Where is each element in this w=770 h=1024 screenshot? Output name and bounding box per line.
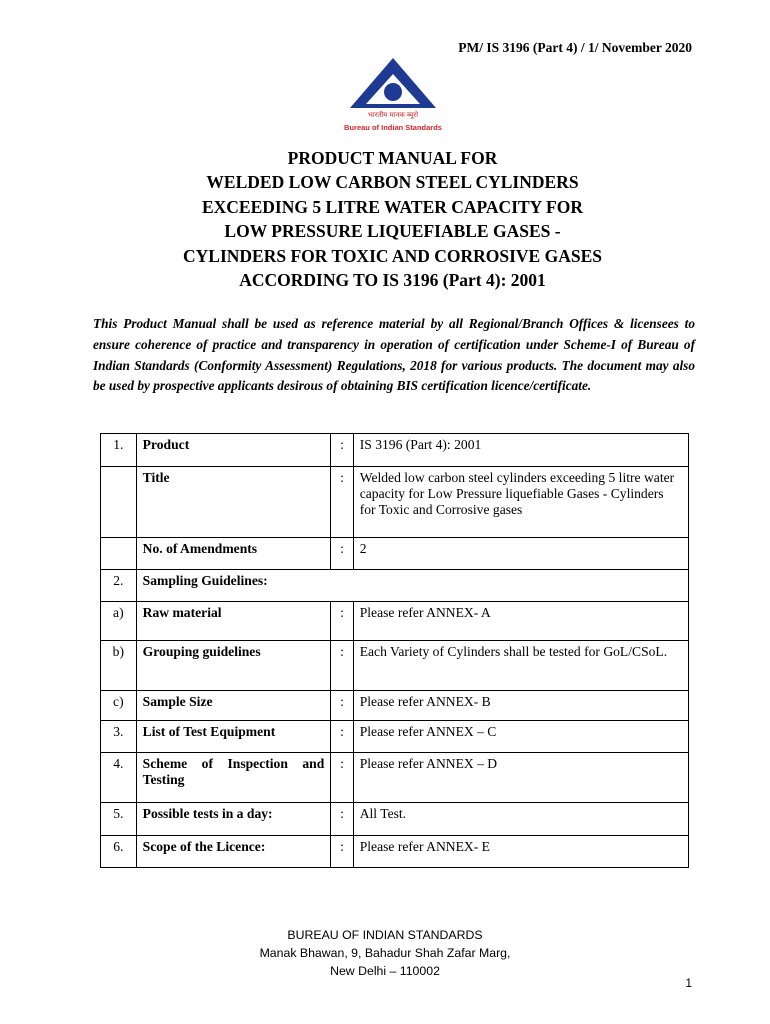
footer-city: New Delhi – 110002 — [330, 964, 440, 978]
row-label: Scope of the Licence: — [136, 836, 331, 868]
table-row — [101, 467, 689, 538]
row-number — [101, 467, 137, 538]
row-number: 5. — [101, 803, 137, 836]
row-label: Title — [136, 467, 331, 538]
row-number: a) — [101, 602, 137, 641]
row-value: 2 — [353, 538, 688, 570]
row-label: List of Test Equipment — [136, 721, 331, 753]
row-colon: : — [331, 641, 353, 691]
footer-org-name: BUREAU OF INDIAN STANDARDS — [287, 928, 483, 942]
row-value: Please refer ANNEX- A — [353, 602, 688, 641]
footer-address: Manak Bhawan, 9, Bahadur Shah Zafar Marg, — [259, 946, 511, 960]
row-label: Grouping guidelines — [136, 641, 331, 691]
row-value: All Test. — [353, 803, 688, 836]
row-number: 6. — [101, 836, 137, 868]
row-label: Possible tests in a day: — [136, 803, 331, 836]
row-value: IS 3196 (Part 4): 2001 — [353, 434, 688, 467]
row-value: Please refer ANNEX – C — [353, 721, 688, 753]
row-colon: : — [331, 691, 353, 721]
row-label: Product — [136, 434, 331, 467]
table-row — [101, 570, 689, 602]
row-value: Please refer ANNEX- B — [353, 691, 688, 721]
row-colon: : — [331, 753, 353, 803]
row-label: No. of Amendments — [136, 538, 331, 570]
row-number: c) — [101, 691, 137, 721]
row-colon: : — [331, 434, 353, 467]
details-table — [100, 433, 689, 868]
row-value: Please refer ANNEX- E — [353, 836, 688, 868]
row-value: Please refer ANNEX – D — [353, 753, 688, 803]
table-row — [101, 691, 689, 721]
title-line: LOW PRESSURE LIQUEFIABLE GASES - — [224, 221, 561, 242]
row-number: 4. — [101, 753, 137, 803]
bis-logo — [344, 56, 442, 134]
title-line: PRODUCT MANUAL FOR — [287, 148, 498, 168]
row-number: 3. — [101, 721, 137, 753]
table-row — [101, 602, 689, 641]
row-number — [101, 538, 137, 570]
row-number: 2. — [101, 570, 137, 602]
row-label: Sampling Guidelines: — [136, 570, 688, 602]
table-row — [101, 803, 689, 836]
table-row — [101, 836, 689, 868]
row-colon: : — [331, 467, 353, 538]
row-colon: : — [331, 721, 353, 753]
table-row — [101, 721, 689, 753]
row-number: b) — [101, 641, 137, 691]
row-label: Sample Size — [136, 691, 331, 721]
manual-title — [60, 146, 725, 292]
table-row — [101, 538, 689, 570]
row-colon: : — [331, 803, 353, 836]
intro-paragraph: This Product Manual shall be used as reference material by all Regional/Branch Offices & licensees to ensure coherence of practice and transparency in operation of certification under Scheme-I of Bureau of Indian Standards (Conformity Assessment) Regulations, 2018 for various products. The document may also be used by prospective applicants desirous of obtaining BIS certification licence/certificate. — [93, 316, 695, 394]
table-row — [101, 753, 689, 803]
title-line: ACCORDING TO IS 3196 (Part 4): 2001 — [239, 270, 546, 291]
table-row — [101, 641, 689, 691]
title-line: WELDED LOW CARBON STEEL CYLINDERS — [206, 172, 579, 193]
row-label: Scheme of Inspection and Testing — [136, 753, 331, 803]
logo-circle — [384, 83, 402, 101]
table-row — [101, 434, 689, 467]
row-label: Raw material — [136, 602, 331, 641]
title-line: CYLINDERS FOR TOXIC AND CORROSIVE GASES — [183, 245, 602, 266]
row-number: 1. — [101, 434, 137, 467]
row-colon: : — [331, 602, 353, 641]
row-value: Each Variety of Cylinders shall be tested for GoL/CSoL. — [353, 641, 688, 691]
row-colon: : — [331, 538, 353, 570]
logo-hindi-text: भारतीय मानक ब्यूरो — [367, 111, 419, 119]
title-line: EXCEEDING 5 LITRE WATER CAPACITY FOR — [201, 196, 583, 217]
row-colon: : — [331, 836, 353, 868]
page-footer — [0, 926, 770, 980]
logo-english-text: Bureau of Indian Standards — [344, 123, 442, 132]
page-number: 1 — [685, 976, 692, 990]
row-value: Welded low carbon steel cylinders exceeding 5 litre water capacity for Low Pressure liquefiable Gases - Cylinders for Toxic and Corrosive gases — [353, 467, 688, 538]
document-reference: PM/ IS 3196 (Part 4) / 1/ November 2020 — [458, 40, 692, 55]
